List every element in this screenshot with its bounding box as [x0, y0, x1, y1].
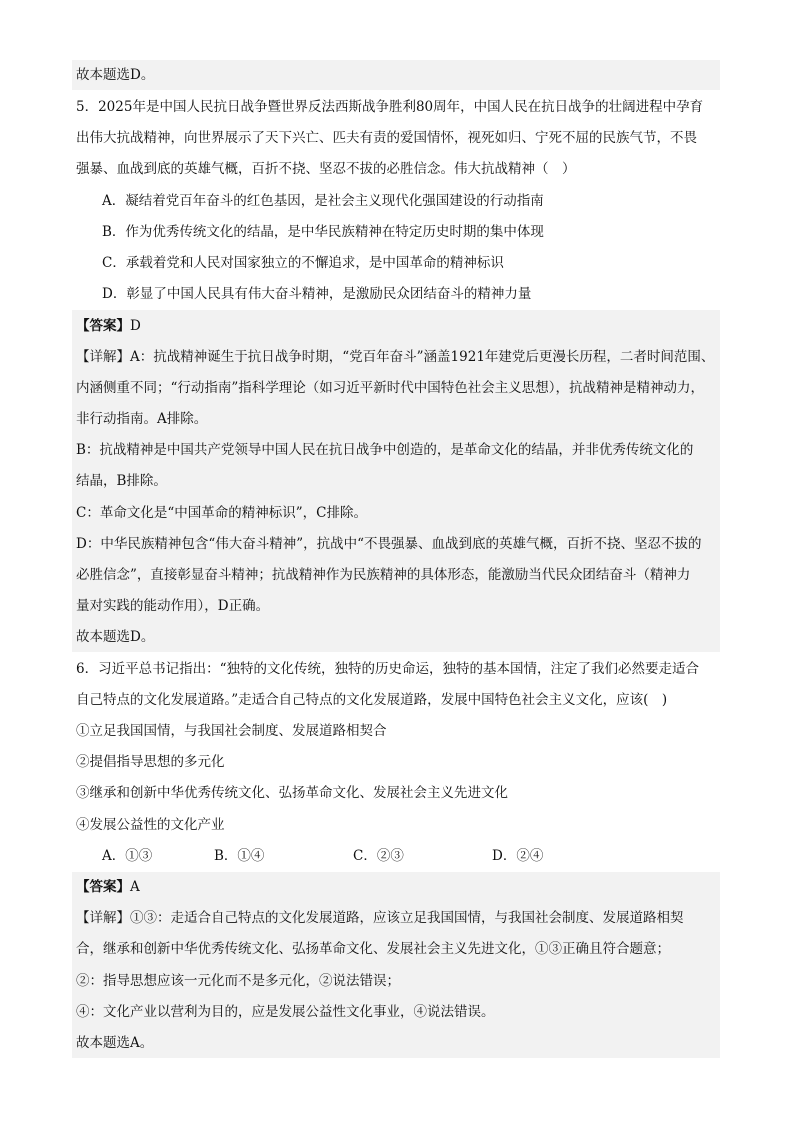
q6-item-3: ③继承和创新中华优秀传统文化、弘扬革命文化、发展社会主义先进文化: [76, 785, 508, 801]
q5-option-c: C．承载着党和人民对国家独立的不懈追求，是中国革命的精神标识: [102, 255, 504, 271]
q5-analysis-line-9: 量对实践的能动作用），D正确。: [76, 598, 270, 614]
q6-analysis-line-1: 【详解】①③：走适合自己特点的文化发展道路，应该立足我国国情，与我国社会制度、发展道路相契: [76, 910, 684, 926]
q5-option-d: D．彰显了中国人民具有伟大奋斗精神，是激励民众团结奋斗的精神力量: [102, 286, 532, 302]
q5-answer-label: 【答案】: [76, 318, 130, 334]
prev-answer-block: [72, 60, 720, 90]
q5-stem-line-2: 出伟大抗战精神，向世界展示了天下兴亡、匹夫有责的爱国情怀，视死如归、宁死不屈的民族气节，不畏: [76, 130, 697, 146]
q6-conclusion: 故本题选A。: [76, 1035, 154, 1051]
q5-option-a: A．凝结着党百年奋斗的红色基因，是社会主义现代化强国建设的行动指南: [102, 193, 544, 209]
q6-analysis-line-3: ②：指导思想应该一元化而不是多元化，②说法错误；: [76, 973, 400, 989]
q6-item-4: ④发展公益性的文化产业: [76, 817, 225, 833]
q5-analysis-line-1: 【详解】A：抗战精神诞生于抗日战争时期，“党百年奋斗”涵盖1921年建党后更漫长历程，二者时间范围、: [76, 349, 715, 365]
q5-analysis-line-4: B：抗战精神是中国共产党领导中国人民在抗日战争中创造的，是革命文化的结晶，并非优秀传统文化的: [76, 442, 694, 458]
q6-analysis-line-4: ④：文化产业以营利为目的，应是发展公益性文化事业，④说法错误。: [76, 1004, 495, 1020]
q6-stem-line-1: 6．习近平总书记指出：“独特的文化传统，独特的历史命运，独特的基本国情，注定了我们必然要走适合: [76, 661, 699, 677]
q5-analysis-line-3: 非行动指南。A排除。: [76, 411, 208, 427]
q6-choice-d: D．②④: [492, 848, 544, 864]
prev-conclusion: 故本题选D。: [76, 67, 155, 83]
q6-answer-value: A: [130, 879, 140, 895]
q5-conclusion: 故本题选D。: [76, 629, 155, 645]
q6-answer-label: 【答案】: [76, 879, 130, 895]
q6-answer-block: [72, 872, 720, 1058]
q5-answer: [76, 313, 141, 339]
q6-stem-line-2: 自己特点的文化发展道路。”走适合自己特点的文化发展道路，发展中国特色社会主义文化，应该( ): [76, 692, 668, 708]
q5-answer-value: D: [130, 318, 141, 334]
q5-analysis-line-2: 内涵侧重不同；“行动指南”指科学理论（如习近平新时代中国特色社会主义思想），抗战精神是精神动力，: [76, 380, 705, 396]
q5-stem-line-3: 强暴、血战到底的英雄气概，百折不挠、坚忍不拔的必胜信念。伟大抗战精神（ ）: [76, 161, 576, 177]
q5-analysis-line-7: D：中华民族精神包含“伟大奋斗精神”，抗战中“不畏强暴、血战到底的英雄气概，百折不挠、坚忍不拔的: [76, 536, 702, 552]
q6-choice-c: C．②③: [353, 848, 404, 864]
q5-analysis-line-6: C：革命文化是“中国革命的精神标识”，C排除。: [76, 505, 367, 521]
q6-item-1: ①立足我国国情，与我国社会制度、发展道路相契合: [76, 723, 387, 739]
q5-analysis-line-8: 必胜信念”，直接彰显奋斗精神；抗战精神作为民族精神的具体形态，能激励当代民众团结奋斗（精神力: [76, 567, 691, 583]
q5-stem-line-1: 5．2025年是中国人民抗日战争暨世界反法西斯战争胜利80周年，中国人民在抗日战争的壮阔进程中孕育: [76, 99, 704, 115]
q6-choice-a: A．①③: [102, 848, 153, 864]
q6-item-2: ②提倡指导思想的多元化: [76, 754, 225, 770]
q5-option-b: B．作为优秀传统文化的结晶，是中华民族精神在特定历史时期的集中体现: [102, 224, 544, 240]
q5-analysis-line-5: 结晶，B排除。: [76, 473, 167, 489]
q6-choice-b: B．①④: [214, 848, 265, 864]
q6-answer: [76, 874, 140, 900]
q6-analysis-line-2: 合，继承和创新中华优秀传统文化、弘扬革命文化、发展社会主义先进文化，①③正确且符合题意；: [76, 941, 670, 957]
